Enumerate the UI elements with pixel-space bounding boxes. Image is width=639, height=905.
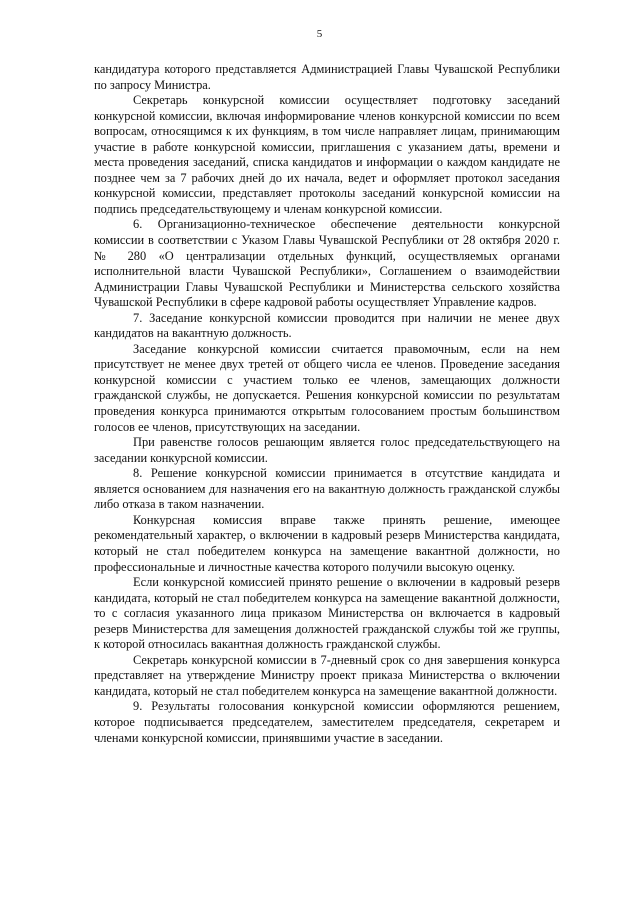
paragraph: Секретарь конкурсной комиссии осуществляет подготовку заседаний конкурсной комиссии, включая информирование членов конкурсной комиссии по всем вопросам, относящимся к их функциям, в том числе направляет лицам, принимающим участие в работе конкурсной комиссии, приглашения с указанием даты, времени и места проведения заседаний, списка кандидатов и информации о каждом кандидате не позднее чем за 7 рабочих дней до их начала, ведет и оформляет протокол заседания конкурсной комиссии, представляет протоколы заседаний конкурсной комиссии на подпись председательствующему и членам конкурсной комиссии. <box>94 93 560 216</box>
paragraph: 7. Заседание конкурсной комиссии проводится при наличии не менее двух кандидатов на вакантную должность. <box>94 310 560 341</box>
paragraph: При равенстве голосов решающим является голос председательствующего на заседании конкурсной комиссии. <box>94 435 560 465</box>
paragraph: Если конкурсной комиссией принято решение о включении в кадровый резерв кандидата, который не стал победителем конкурса на замещение вакантной должности, то с согласия указанного лица приказом Министерства он включается в кадровый резерв Министерства для замещения должностей гражданской службы той же группы, к которой относилась вакантная должность гражданской службы. <box>94 575 560 652</box>
document-body <box>94 62 560 746</box>
paragraph: 9. Результаты голосования конкурсной комиссии оформляются решением, которое подписывается председателем, заместителем председателя, секретарем и членами конкурсной комиссии, принявшими участие в заседании. <box>94 699 560 745</box>
paragraph: Секретарь конкурсной комиссии в 7-дневный срок со дня завершения конкурса представляет на утверждение Министру проект приказа Министерства о включении кандидата, который не стал победителем конкурса на замещение вакантной должности. <box>94 652 560 698</box>
page-number: 5 <box>316 28 323 40</box>
paragraph: кандидатура которого представляется Администрацией Главы Чувашской Республики по запросу Министра. <box>94 62 560 92</box>
paragraph: 6. Организационно-техническое обеспечение деятельности конкурсной комиссии в соответствии с Указом Главы Чувашской Республики от 28 октября 2020 г. № 280 «О централизации отдельных функций, осуществляемых органами исполнительной власти Чувашской Республики», Соглашением о взаимодействии Администрации Главы Чувашской Республики и Министерства сельского хозяйства Чувашской Республики в сфере кадровой работы осуществляет Управление кадров. <box>94 217 560 310</box>
paragraph: Заседание конкурсной комиссии считается правомочным, если на нем присутствует не менее двух третей от общего числа ее членов. Проведение заседания конкурсной комиссии с участием только ее членов, замещающих должности гражданской службы, не допускается. Решения конкурсной комиссии по результатам проведения конкурса принимаются открытым голосованием простым большинством голосов ее членов, присутствующих на заседании. <box>94 341 560 434</box>
paragraph: Конкурсная комиссия вправе также принять решение, имеющее рекомендательный характер, о включении в кадровый резерв Министерства кандидата, который не стал победителем конкурса на замещение вакантной должности, но профессиональные и личностные качества которого получили высокую оценку. <box>94 512 560 574</box>
paragraph: 8. Решение конкурсной комиссии принимается в отсутствие кандидата и является основанием для назначения его на вакантную должность гражданской службы либо отказа в таком назначении. <box>94 466 560 512</box>
